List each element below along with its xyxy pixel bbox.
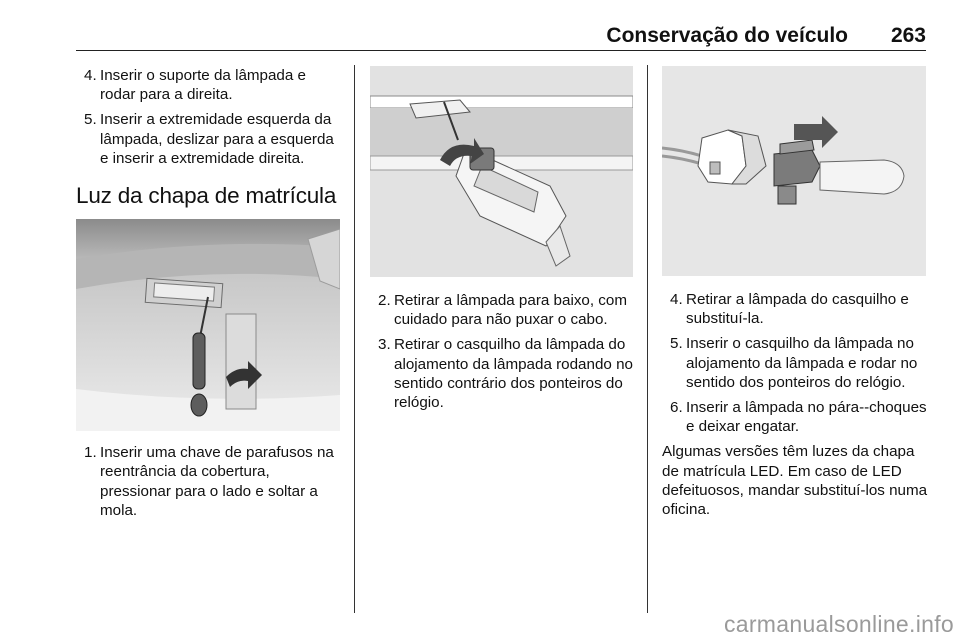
section-heading: Luz da chapa de matrícula bbox=[76, 183, 337, 209]
info-paragraph: Algumas versões têm luzes da chapa de matrícula LED. Em caso de LED defeituosos, mandar substituí-los numa oficina. bbox=[662, 443, 928, 519]
illustration-bulb-socket bbox=[662, 66, 926, 276]
column-divider bbox=[647, 65, 648, 613]
list-item: 1. Inserir uma chave de parafusos na reentrância da cobertura, pressionar para o lado e soltar a mola. bbox=[84, 444, 334, 519]
column-divider bbox=[354, 65, 355, 613]
watermark: carmanualsonline.info bbox=[723, 611, 954, 637]
steps-list bbox=[370, 291, 635, 412]
column-2 bbox=[370, 66, 635, 418]
list-item: 4. Retirar a lâmpada do casquilho e substituí-la. bbox=[670, 291, 909, 328]
list-item: 6. Inserir a lâmpada no pára--choques e deixar engatar. bbox=[670, 399, 927, 436]
list-item: 5. Inserir a extremidade esquerda da lâmpada, deslizar para a esquerda e inserir a extremidade direita. bbox=[84, 111, 334, 167]
list-item: 3. Retirar o casquilho da lâmpada do alojamento da lâmpada rodando no sentido contrário dos ponteiros do relógio. bbox=[378, 336, 633, 412]
steps-list bbox=[662, 290, 930, 436]
illustration-license-plate-light bbox=[76, 219, 340, 431]
page-number: 263 bbox=[890, 24, 926, 47]
section-title: Conservação do veículo bbox=[606, 24, 848, 47]
list-item: 2. Retirar a lâmpada para baixo, com cuidado para não puxar o cabo. bbox=[378, 292, 627, 329]
list-item: 4. Inserir o suporte da lâmpada e rodar para a direita. bbox=[84, 67, 306, 104]
column-1 bbox=[76, 66, 340, 526]
steps-list-top bbox=[76, 66, 340, 168]
list-item: 5. Inserir o casquilho da lâmpada no alojamento da lâmpada e rodar no sentido dos ponteiros do relógio. bbox=[670, 335, 918, 391]
illustration-lamp-removal bbox=[370, 66, 633, 277]
steps-list-bottom bbox=[76, 443, 340, 520]
page-header bbox=[76, 22, 926, 51]
column-3 bbox=[662, 66, 930, 519]
